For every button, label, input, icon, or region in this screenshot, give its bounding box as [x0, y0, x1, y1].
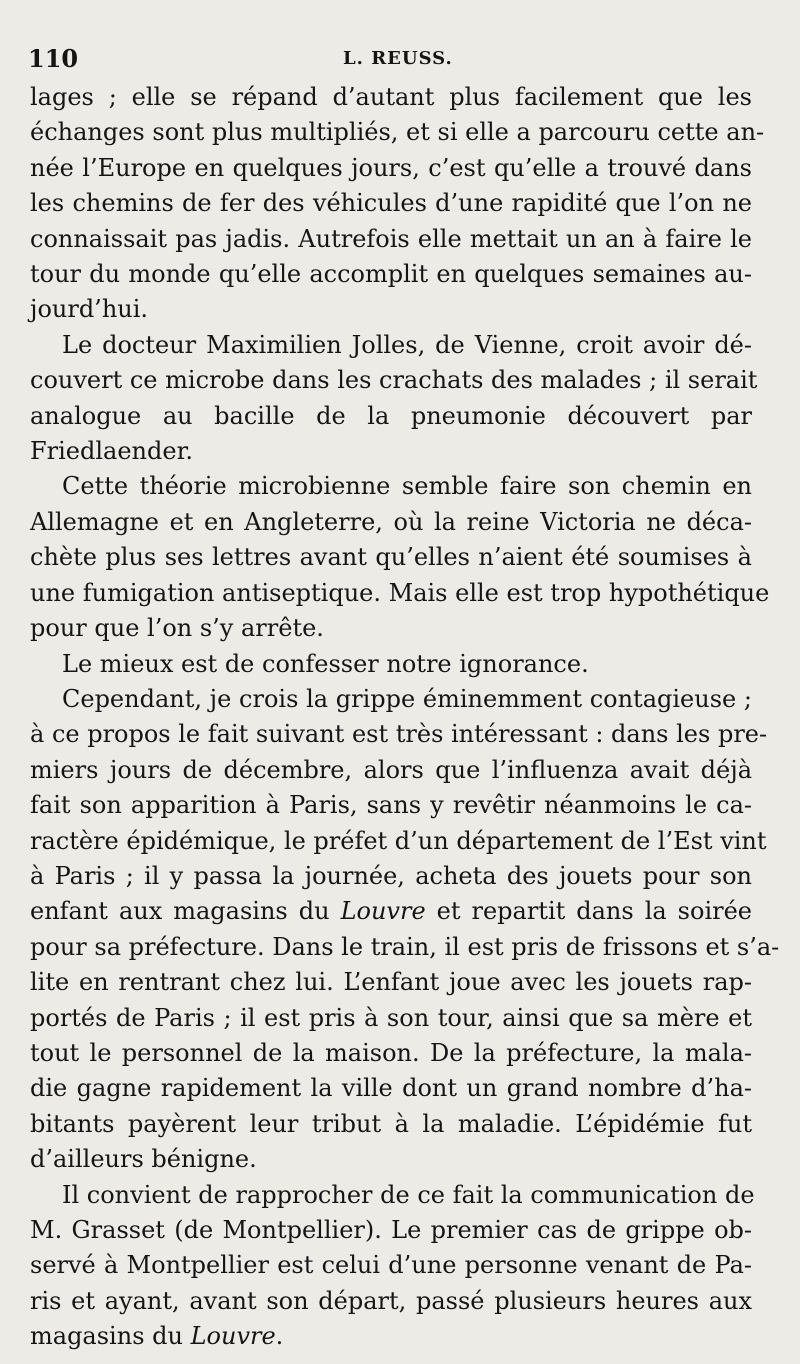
italic-text: Louvre — [340, 897, 426, 926]
text-line: die gagne rapidement la ville dont un grand nombre d’ha- — [30, 1074, 752, 1103]
text-line: servé à Montpellier est celui d’une personne venant de Pa- — [30, 1251, 752, 1280]
text-line: fait son apparition à Paris, sans y revêtir néanmoins le ca- — [30, 791, 752, 820]
text-line: à ce propos le fait suivant est très intéressant : dans les pre- — [30, 720, 768, 749]
text-line: ris et ayant, avant son départ, passé plusieurs heures aux — [30, 1286, 752, 1315]
text-line: à Paris ; il y passa la journée, acheta des jouets pour son — [30, 861, 752, 890]
text-line: M. Grasset (de Montpellier). Le premier cas de grippe ob- — [30, 1216, 752, 1244]
text-line: chète plus ses lettres avant qu’elles n’aient été soumises à — [30, 543, 752, 572]
text-line: échanges sont plus multipliés, et si elle a parcouru cette an- — [30, 118, 765, 147]
text-line: Cette théorie microbienne semble faire son chemin en — [62, 472, 752, 501]
text-line: Friedlaender. — [30, 437, 194, 466]
text-line: miers jours de décembre, alors que l’influenza avait déjà — [30, 755, 752, 784]
text-line: portés de Paris ; il est pris à son tour, ainsi que sa mère et — [30, 1003, 752, 1032]
text-line — [30, 1319, 752, 1354]
text-line: pour sa préfecture. Dans le train, il est pris de frissons et s’a- — [30, 932, 780, 961]
text-line — [30, 894, 752, 929]
running-title: L. REUSS. — [343, 48, 453, 69]
text-line: Cependant, je crois la grippe éminemment contagieuse ; — [62, 684, 752, 713]
text-segment: et repartit dans la soirée — [425, 897, 752, 926]
text-line: tout le personnel de la maison. De la préfecture, la mala- — [30, 1038, 752, 1067]
running-header — [28, 40, 748, 76]
text-line: Allemagne et en Angleterre, où la reine Victoria ne déca- — [30, 507, 752, 536]
italic-text: Louvre — [190, 1322, 276, 1351]
text-line: Le mieux est de confesser notre ignorance. — [62, 649, 589, 678]
text-line: Il convient de rapprocher de ce fait la communication de — [62, 1180, 755, 1209]
text-line: ractère épidémique, le préfet d’un département de l’Est vint — [30, 826, 767, 855]
text-line: connaissait pas jadis. Autrefois elle mettait un an à faire le — [30, 224, 752, 253]
text-line: d’ailleurs bénigne. — [30, 1145, 257, 1174]
text-line: lages ; elle se répand d’autant plus facilement que les — [30, 83, 752, 111]
text-segment: . — [275, 1322, 284, 1351]
text-line: couvert ce microbe dans les crachats des malades ; il serait — [30, 366, 758, 395]
text-line: née l’Europe en quelques jours, c’est qu’elle a trouvé dans — [30, 153, 752, 182]
text-segment: magasins du — [30, 1322, 191, 1351]
body-text — [30, 80, 780, 1355]
text-line: Le docteur Maximilien Jolles, de Vienne, croit avoir dé- — [62, 330, 752, 359]
text-line: lite en rentrant chez lui. L’enfant joue avec les jouets rap- — [30, 968, 752, 997]
text-line: les chemins de fer des véhicules d’une rapidité que l’on ne — [30, 189, 752, 218]
text-line: jourd’hui. — [30, 295, 149, 324]
text-line: bitants payèrent leur tribut à la maladie. L’épidémie fut — [30, 1109, 752, 1138]
text-line: analogue au bacille de la pneumonie découvert par — [30, 401, 752, 430]
text-line: pour que l’on s’y arrête. — [30, 614, 324, 643]
page-number: 110 — [28, 44, 79, 73]
text-line: une fumigation antiseptique. Mais elle est trop hypothétique — [30, 578, 770, 607]
text-segment: enfant aux magasins du — [30, 897, 341, 926]
text-line: tour du monde qu’elle accomplit en quelques semaines au- — [30, 260, 752, 289]
